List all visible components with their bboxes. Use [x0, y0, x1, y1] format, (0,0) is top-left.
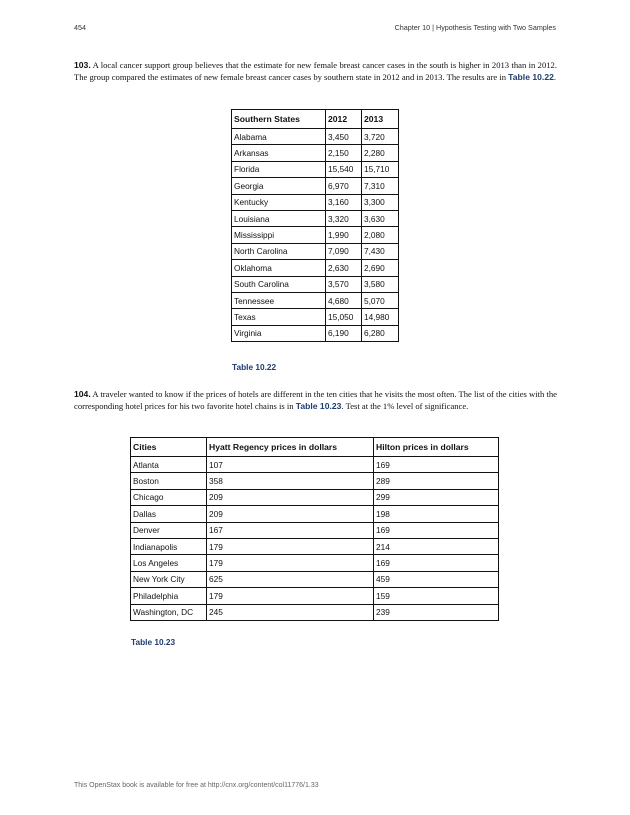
table-row: [131, 571, 499, 587]
column-header: Southern States: [232, 110, 326, 129]
table-caption-10-22: Table 10.22: [232, 362, 277, 372]
table-cell: Indianapolis: [131, 538, 207, 554]
table-cell: 3,320: [326, 210, 362, 226]
table-cell: 459: [374, 571, 499, 587]
table-cell: Alabama: [232, 129, 326, 145]
table-cell: Arkansas: [232, 145, 326, 161]
chapter-title: Chapter 10 | Hypothesis Testing with Two Samples: [394, 23, 556, 32]
problem-text-end: .: [553, 72, 557, 83]
table-cell: 5,070: [362, 292, 399, 308]
table-row: [232, 309, 399, 325]
table-cell: 198: [374, 506, 499, 522]
table-cell: 3,630: [362, 210, 399, 226]
table-cell: Georgia: [232, 178, 326, 194]
table-cell: 209: [207, 506, 374, 522]
table-cell: 6,190: [326, 325, 362, 341]
column-header: 2013: [362, 110, 399, 129]
page-header: [74, 23, 556, 37]
table-cell: 6,280: [362, 325, 399, 341]
column-header: Hilton prices in dollars: [374, 438, 499, 457]
table-cell: 358: [207, 473, 374, 489]
table-row: [232, 210, 399, 226]
table-10-22: [231, 109, 399, 342]
table-cell: 7,090: [326, 243, 362, 259]
table-cell: Texas: [232, 309, 326, 325]
column-header: Cities: [131, 438, 207, 457]
table-cell: 2,280: [362, 145, 399, 161]
table-row: [232, 325, 399, 341]
table-10-23: [130, 437, 499, 621]
table-cell: 625: [207, 571, 374, 587]
problem-text: A traveler wanted to know if the prices of hotels are different in the ten cities that he visits the most often. The list of the cities with the corresponding hotel prices for his two favorite hotel chains is in: [74, 389, 557, 412]
problem-number: 103.: [74, 60, 91, 70]
table-row: [131, 538, 499, 554]
table-cell: Mississippi: [232, 227, 326, 243]
table-row: [131, 555, 499, 571]
table-cell: 6,970: [326, 178, 362, 194]
table-row: [232, 145, 399, 161]
page-number: 454: [74, 23, 86, 32]
table-cell: Virginia: [232, 325, 326, 341]
table-row: [131, 522, 499, 538]
table-row: [131, 604, 499, 620]
table-row: [232, 243, 399, 259]
table-cell: Philadelphia: [131, 588, 207, 604]
table-reference-link[interactable]: Table 10.22: [508, 72, 554, 83]
table-cell: 299: [374, 489, 499, 505]
table-row: [131, 506, 499, 522]
table-cell: Tennessee: [232, 292, 326, 308]
table-cell: North Carolina: [232, 243, 326, 259]
table-cell: Los Angeles: [131, 555, 207, 571]
table-cell: Boston: [131, 473, 207, 489]
table-cell: Dallas: [131, 506, 207, 522]
table-cell: 169: [374, 555, 499, 571]
table-cell: South Carolina: [232, 276, 326, 292]
table-cell: 239: [374, 604, 499, 620]
problem-number: 104.: [74, 389, 91, 399]
table-cell: Chicago: [131, 489, 207, 505]
table-row: [232, 161, 399, 177]
table-cell: 2,080: [362, 227, 399, 243]
table-cell: Atlanta: [131, 457, 207, 473]
table-row: [232, 178, 399, 194]
table-cell: Louisiana: [232, 210, 326, 226]
table-cell: 159: [374, 588, 499, 604]
table-cell: 179: [207, 588, 374, 604]
table-cell: 3,720: [362, 129, 399, 145]
table-cell: 3,570: [326, 276, 362, 292]
table-reference-link[interactable]: Table 10.23: [295, 401, 342, 412]
table-cell: 4,680: [326, 292, 362, 308]
table-cell: Kentucky: [232, 194, 326, 210]
table-cell: 15,710: [362, 161, 399, 177]
table-cell: Florida: [232, 161, 326, 177]
table-cell: 179: [207, 555, 374, 571]
table-cell: 7,310: [362, 178, 399, 194]
column-header: Hyatt Regency prices in dollars: [207, 438, 374, 457]
table-cell: 169: [374, 522, 499, 538]
table-cell: 245: [207, 604, 374, 620]
table-cell: New York City: [131, 571, 207, 587]
table-cell: 179: [207, 538, 374, 554]
table-cell: 3,160: [326, 194, 362, 210]
table-row: [232, 276, 399, 292]
table-row: [232, 292, 399, 308]
table-cell: 3,450: [326, 129, 362, 145]
table-row: [131, 473, 499, 489]
table-cell: 3,300: [362, 194, 399, 210]
table-row: [131, 457, 499, 473]
table-row: [131, 489, 499, 505]
table-cell: 7,430: [362, 243, 399, 259]
table-cell: Washington, DC: [131, 604, 207, 620]
problem-104: [74, 388, 557, 412]
table-cell: 2,690: [362, 260, 399, 276]
problem-text-end: . Test at the 1% level of significance.: [341, 401, 469, 412]
table-caption-10-23: Table 10.23: [131, 637, 176, 647]
problem-text: A local cancer support group believes that the estimate for new female breast cancer cases in the south is higher in 2013 than in 2012. The group compared the estimates of new female breast cancer cases by southern state in 2012 and in 2013. The results are in: [74, 60, 557, 83]
table-row: [232, 194, 399, 210]
table-cell: 1,990: [326, 227, 362, 243]
table-cell: 214: [374, 538, 499, 554]
table-cell: 209: [207, 489, 374, 505]
table-cell: 107: [207, 457, 374, 473]
column-header: 2012: [326, 110, 362, 129]
table-cell: Oklahoma: [232, 260, 326, 276]
table-row: [232, 260, 399, 276]
table-row: [232, 129, 399, 145]
table-cell: 2,630: [326, 260, 362, 276]
table-cell: 289: [374, 473, 499, 489]
table-row: [232, 227, 399, 243]
problem-103: [74, 59, 557, 83]
table-cell: 169: [374, 457, 499, 473]
table-cell: 3,580: [362, 276, 399, 292]
table-cell: 15,540: [326, 161, 362, 177]
table-cell: Denver: [131, 522, 207, 538]
table-row: [131, 588, 499, 604]
table-cell: 14,980: [362, 309, 399, 325]
table-cell: 15,050: [326, 309, 362, 325]
table-cell: 2,150: [326, 145, 362, 161]
page-footer: This OpenStax book is available for free at http://cnx.org/content/col11776/1.33: [74, 782, 319, 789]
table-cell: 167: [207, 522, 374, 538]
